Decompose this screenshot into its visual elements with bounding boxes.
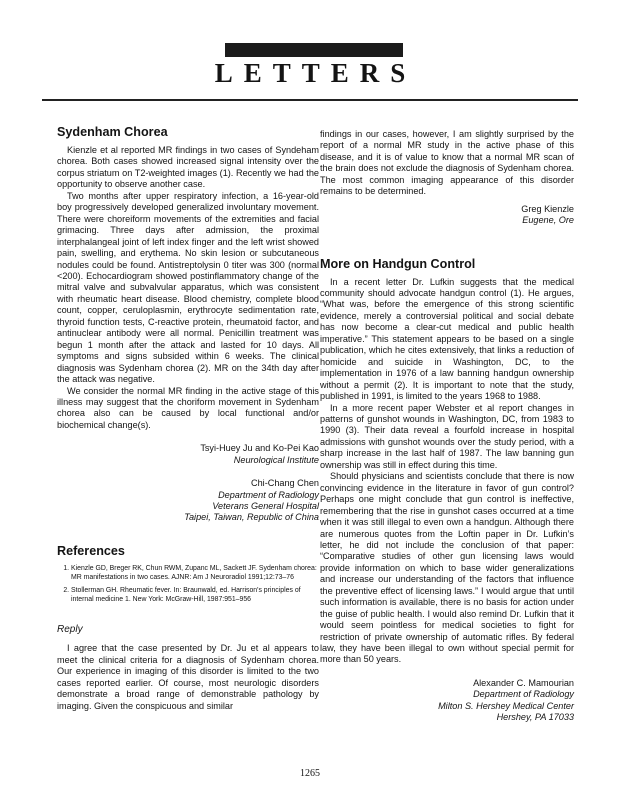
paragraph: Should physicians and scientists conclude that there is now convincing evidence in the literature in favor of gun control? Perhaps one might conclude that gun control is ineffective, remembering that the rise in gunshot cases occurred at a time when it was still illegal to even own a handgun. Although there are numerous quotes from the Loftin paper in Dr. Lufkin’s letter, he did not include the conclusion of that paper: “Comparative studies of other gun licensing laws would provide information on which to base wider generalizations and increase our understanding of the factors that influence the preventive effect of licensing laws.” I would argue that until such information is available, there is no basis for action under the guise of public health. I would also remind Dr. Lufkin that it would seem pointless for medical societies to fight for restriction of private ownership of automatic rifles. By federal law, they have been illegal to own without special permit for more than 50 years.	[320, 471, 574, 665]
handgun-author: Alexander C. Mamourian	[473, 677, 574, 688]
reply-signature	[320, 204, 574, 227]
author-names: Tsyi-Huey Ju and Ko-Pei Kao	[200, 443, 319, 454]
coauthor-location: Taipei, Taiwan, Republic of China	[184, 512, 319, 523]
header-divider	[42, 99, 578, 101]
reply-author: Greg Kienzle	[521, 203, 574, 214]
paragraph: In a more recent paper Webster et al report changes in patterns of gunshot wounds in Washington, DC, from 1983 to 1990 (3). Their data reveal a fourfold increase in hospital admissions with gunshot wounds over the study period, with a sharp increase in the last half of 1987. The law banning gun ownership was still in effect during this time.	[320, 402, 574, 470]
right-column	[320, 129, 574, 724]
handgun-signature	[320, 678, 574, 724]
letter-heading-sydenham: Sydenham Chorea	[57, 125, 168, 139]
references-list	[57, 564, 319, 605]
signature-block-coauthor	[57, 478, 319, 524]
paragraph: Two months after upper respiratory infection, a 16-year-old boy progressively developed generalized involuntary movement. There were choreiform movements of the extremities and facial grimacing. Three days after admission, the proximal interphalangeal joint of left index finger and the left wrist showed pain, swelling, and erythema. No skin lesion or subcutaneous nodules could be found. Antistreptolysin 0 titer was 300 (normal <200). Echocardiogram showed postinflammatory change of the mitral valve and subvalvular apparatus, which was consistent with rheumatic heart disease. Blood chemistry, complete blood count, copper, ceruloplasmin, erythrocyte sedimentation rate, thyroid function tests, C-reactive protein, rheumatoid factor, and antinuclear antibody were all normal. Penicillin treatment was begun 1 month after the attack and lasted for 10 days. All symptoms and signs subsided within 6 weeks. The clinical diagnosis was Sydenham chorea (2). MR on the 34th day after the attack was negative.	[57, 190, 319, 385]
section-title: LETTERS	[214, 58, 417, 88]
author-affiliation: Neurological Institute	[233, 454, 319, 465]
signature-block-authors	[57, 443, 319, 466]
handgun-institution: Milton S. Hershey Medical Center	[438, 700, 574, 711]
letter-heading-handgun: More on Handgun Control	[320, 256, 476, 271]
coauthor-department: Department of Radiology	[218, 489, 319, 500]
left-column	[57, 125, 319, 712]
paragraph: We consider the normal MR finding in the active stage of this illness may suggest that the choriform movement in Sydenham chorea also can be caused by local functional and/or biochemical change(s).	[57, 385, 319, 430]
reference-item: 1. Kienzle GD, Breger RK, Chun RWM, Zupanc ML, Sackett JF. Sydenham chorea: MR manifestations in two cases. AJNR: Am J Neuroradiol 1991;12:73–76	[71, 564, 319, 583]
handgun-department: Department of Radiology	[473, 689, 574, 700]
paragraph: In a recent letter Dr. Lufkin suggests that the medical community should advocate handgun control (1). He argues, “What was, before the emergence of this strong scientific evidence, merely a controversial political and social debate has now become a clear-cut medical and public health imperative.” This statement appears to be based on a single publication, which he cites extensively, that links a reduction of homicide and suicide in Washington, DC, to the implementation in 1976 of a law banning handgun ownership without a permit (2). It is important to note that the study, published in 1991, is limited to the years 1968 to 1988.	[320, 276, 574, 402]
header-top-rule	[225, 43, 403, 57]
reply-heading: Reply	[57, 624, 83, 636]
references-heading: References	[57, 543, 125, 558]
reply-location: Eugene, Ore	[522, 215, 574, 226]
paragraph: Kienzle et al reported MR findings in two cases of Syndeham chorea. Both cases showed increased signal intensity over the corpus striatum on T2-weighted images (1). Recently we had the opportunity to observe another case.	[57, 145, 319, 190]
coauthor-hospital: Veterans General Hospital	[212, 500, 319, 511]
reply-paragraph: I agree that the case presented by Dr. Ju et al appears to meet the clinical criteria for a diagnosis of Sydenham chorea. Our experience in imaging of this disorder is limited to the two cases reported earlier. Of course, most neurologic disorders demonstrate a broad range of demonstrable pathology by imaging. Given the conspicuous and similar	[57, 643, 319, 711]
coauthor-name: Chi-Chang Chen	[251, 478, 319, 489]
handgun-location: Hershey, PA 17033	[496, 712, 574, 723]
reference-item: 2. Stollerman GH. Rheumatic fever. In: Braunwald, ed. Harrison's principles of internal medicine 1. New York: McGraw-Hill, 1987:951–956	[71, 586, 319, 605]
reply-continuation: findings in our cases, however, I am slightly surprised by the report of a normal MR study in the active phase of this disease, and it is of value to know that a normal MR scan of the brain does not exclude the diagnosis of Sydenham chorea. The most common imaging appearance of this disorder remains to be determined.	[320, 129, 574, 197]
page-number: 1265	[300, 768, 320, 779]
